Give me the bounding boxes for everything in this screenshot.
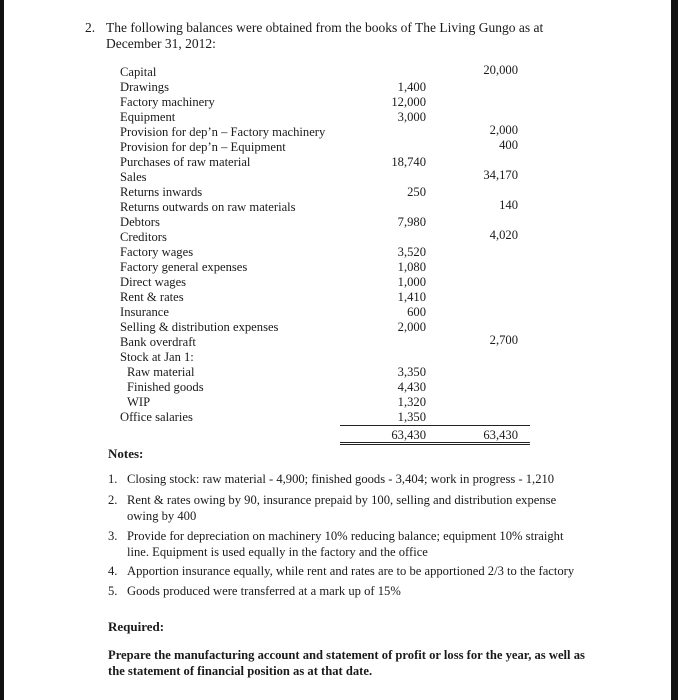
table-row [0,170,678,185]
debit-amount: 7,980 [397,215,426,229]
table-row [0,365,678,380]
account-label: Creditors [120,230,167,244]
credit-amount: 20,000 [483,63,518,77]
credit-amount: 2,000 [489,123,518,137]
note-number: 5. [108,584,118,598]
credit-amount: 2,700 [489,333,518,347]
total-credit: 63,430 [483,428,518,442]
table-row [0,155,678,170]
account-label: Returns inwards [120,185,203,199]
table-row [0,410,678,425]
table-row [0,140,678,155]
account-label: Sales [120,170,147,184]
table-row [0,65,678,80]
table-row [0,380,678,395]
account-label: Provision for dep’n – Equipment [120,140,286,154]
debit-amount: 600 [407,305,426,319]
table-row [0,200,678,215]
table-row [0,185,678,200]
account-label: Purchases of raw material [120,155,251,169]
table-row [0,320,678,335]
note-text: Closing stock: raw material - 4,900; finished goods - 3,404; work in progress - 1,210 [127,472,555,486]
account-label: Returns outwards on raw materials [120,200,296,214]
account-label: Rent & rates [120,290,184,304]
account-label: Provision for dep’n – Factory machinery [120,125,326,139]
table-row [0,335,678,350]
credit-amount: 4,020 [489,228,518,242]
total-rule-bottom-1 [340,442,530,443]
note-number: 4. [108,564,118,578]
total-rule-bottom-2 [340,444,530,445]
note-number: 1. [108,472,118,486]
debit-amount: 3,350 [397,365,426,379]
account-label: Stock at Jan 1: [120,350,194,364]
account-label: Finished goods [127,380,204,394]
debit-amount: 3,000 [397,110,426,124]
debit-amount: 1,350 [397,410,426,424]
account-label: Drawings [120,80,169,94]
note-text: Rent & rates owing by 90, insurance prepaid by 100, selling and distribution expense owing by 400 [127,493,557,523]
credit-amount: 400 [499,138,518,152]
total-row [0,428,678,443]
table-row [0,260,678,275]
table-row [0,395,678,410]
account-label: Selling & distribution expenses [120,320,279,334]
table-row [0,95,678,110]
notes-heading: Notes: [108,446,144,461]
note-item [108,493,588,524]
table-row [0,110,678,125]
required-heading: Required: [108,619,165,634]
table-row [0,290,678,305]
table-row [0,245,678,260]
table-row [0,275,678,290]
total-rule-top [340,425,530,426]
table-row [0,230,678,245]
debit-amount: 3,520 [397,245,426,259]
account-label: Raw material [127,365,195,379]
debit-amount: 1,000 [397,275,426,289]
account-label: WIP [127,395,151,409]
note-text: Provide for depreciation on machinery 10% reducing balance; equipment 10% straight line. Equipment is used equally in the factory and the office [127,529,564,559]
table-row [0,350,678,365]
note-number: 2. [108,493,118,507]
required-text: Prepare the manufacturing account and statement of profit or loss for the year, as well as the statement of financial position as at that date. [108,648,585,678]
note-number: 3. [108,529,118,543]
note-item [108,564,588,580]
note-item [108,472,588,488]
table-row [0,215,678,230]
debit-amount: 18,740 [391,155,426,169]
debit-amount: 4,430 [397,380,426,394]
note-item [108,529,588,560]
credit-amount: 140 [499,198,518,212]
total-debit: 63,430 [391,428,426,442]
account-label: Bank overdraft [120,335,196,349]
note-text: Apportion insurance equally, while rent and rates are to be apportioned 2/3 to the factory [127,564,575,578]
debit-amount: 12,000 [391,95,426,109]
debit-amount: 1,320 [397,395,426,409]
note-item [108,584,588,600]
note-text: Goods produced were transferred at a mark up of 15% [127,584,401,598]
account-label: Factory wages [120,245,194,259]
debit-amount: 250 [407,185,426,199]
debit-amount: 1,400 [397,80,426,94]
account-label: Office salaries [120,410,193,424]
debit-amount: 1,410 [397,290,426,304]
account-label: Factory machinery [120,95,215,109]
account-label: Equipment [120,110,176,124]
table-row [0,125,678,140]
credit-amount: 34,170 [483,168,518,182]
account-label: Insurance [120,305,169,319]
debit-amount: 2,000 [397,320,426,334]
account-label: Debtors [120,215,160,229]
account-label: Direct wages [120,275,187,289]
question-number: 2. [85,20,96,35]
question-text: The following balances were obtained from the books of The Living Gungo as at December 31, 2012: [106,20,544,51]
account-label: Factory general expenses [120,260,248,274]
debit-amount: 1,080 [397,260,426,274]
account-label: Capital [120,65,157,79]
table-row [0,80,678,95]
table-row [0,305,678,320]
